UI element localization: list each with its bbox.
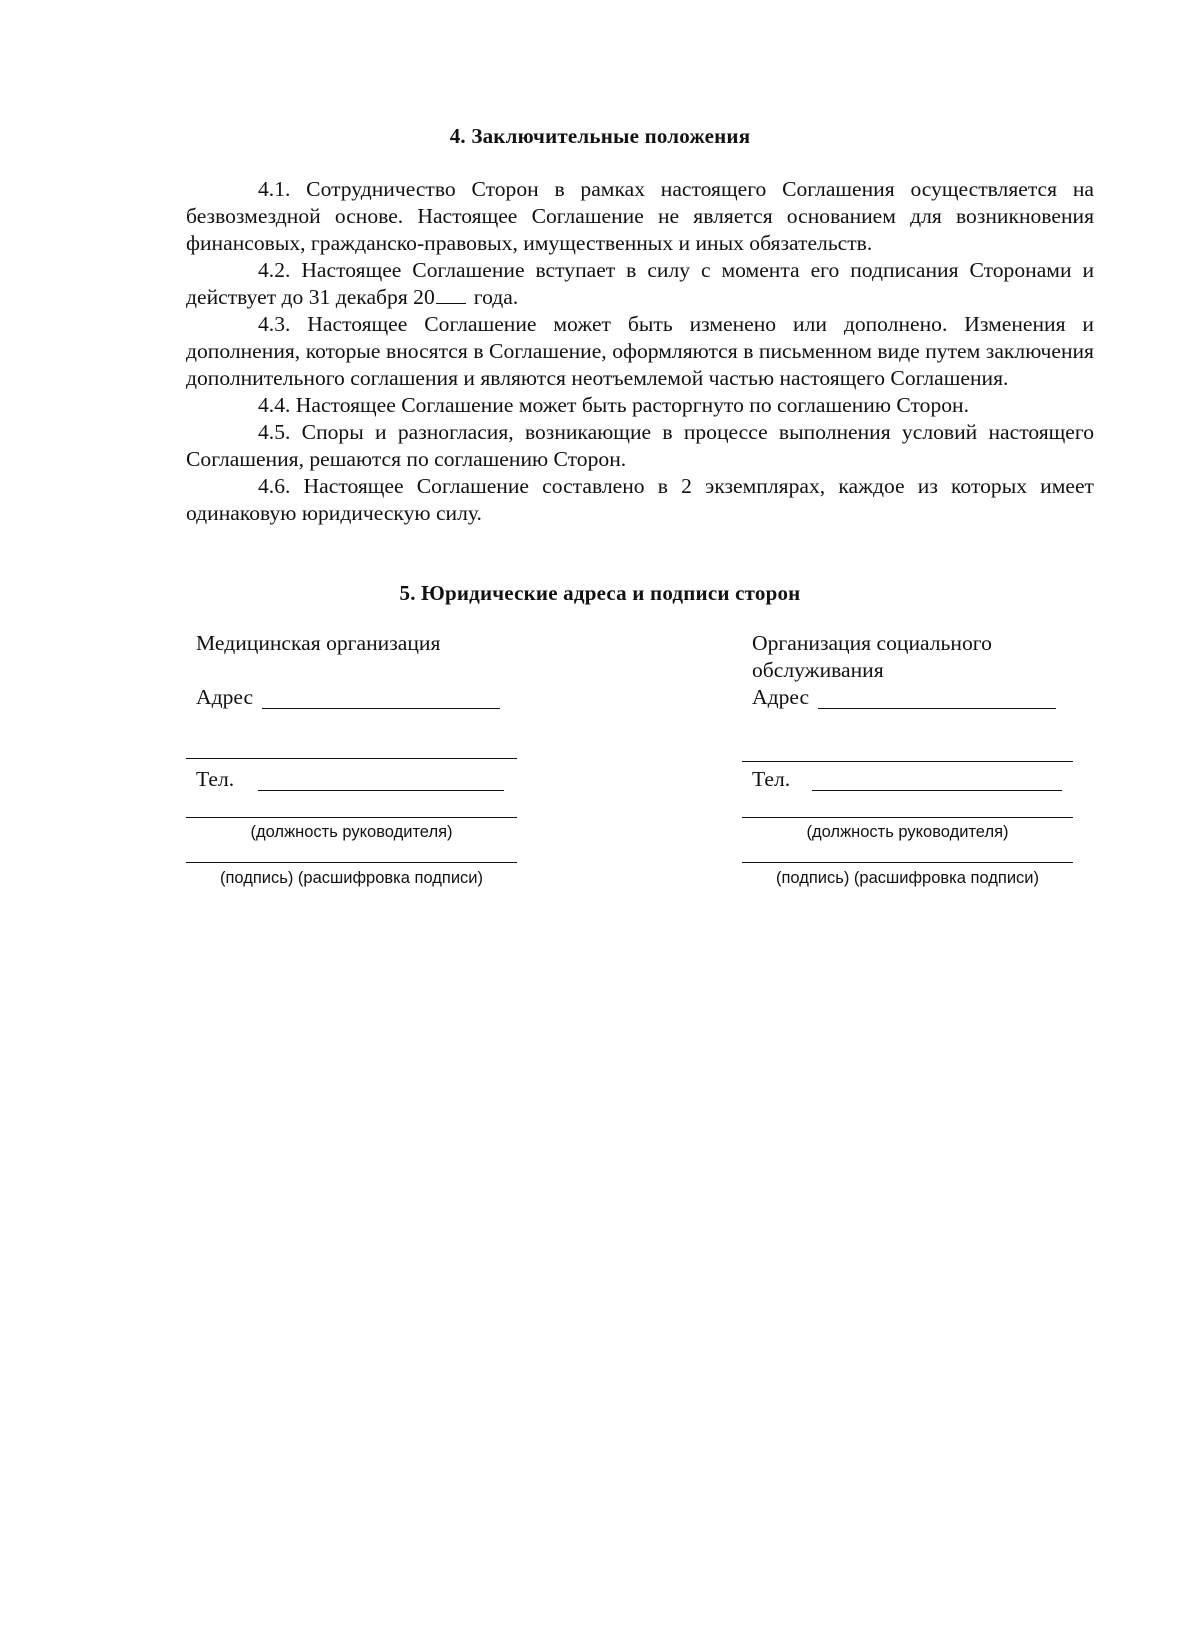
section-4-title: 4. Заключительные положения [449, 124, 751, 148]
paragraph-4-2-text: 4.2. Настоящее Соглашение вступает в силу с момента его подписания Сторонами и действует до 31 декабря 20 [186, 258, 1094, 309]
social-organization-label-line-1: Организация социального [752, 631, 992, 655]
section-4-body [186, 176, 1094, 527]
address-line [818, 708, 1056, 709]
year-blank-field [436, 287, 466, 304]
address-line [262, 708, 500, 709]
paragraph-4-6: 4.6. Настоящее Соглашение составлено в 2 экземплярах, каждое из которых имеет одинаковую юридическую силу. [186, 474, 1094, 525]
paragraph-4-4: 4.4. Настоящее Соглашение может быть расторгнуто по соглашению Сторон. [258, 393, 969, 417]
signature-line [186, 862, 517, 863]
position-caption: (должность руководителя) [250, 823, 453, 841]
position-caption: (должность руководителя) [806, 823, 1009, 841]
phone-label: Тел. [752, 767, 791, 791]
address-line-2 [186, 758, 517, 759]
phone-label: Тел. [196, 767, 235, 791]
address-label: Адрес [196, 685, 254, 709]
paragraph-4-1: 4.1. Сотрудничество Сторон в рамках настоящего Соглашения осуществляется на безвозмездной основе. Настоящее Соглашение не является основанием для возникновения финансовых, гражданско-правовых, имущественных и иных обязательств. [186, 177, 1094, 255]
phone-line [812, 790, 1062, 791]
section-5-title: 5. Юридические адреса и подписи сторон [399, 581, 801, 605]
paragraph-4-2 [186, 257, 1094, 311]
address-label: Адрес [752, 685, 810, 709]
social-organization-label-line-2: обслуживания [752, 658, 884, 682]
paragraph-4-2-ending: года. [473, 285, 519, 309]
position-line [742, 817, 1073, 818]
position-line [186, 817, 517, 818]
signature-line [742, 862, 1073, 863]
medical-organization-label: Медицинская организация [196, 631, 441, 655]
paragraph-4-3: 4.3. Настоящее Соглашение может быть изменено или дополнено. Изменения и дополнения, которые вносятся в Соглашение, оформляются в письменном виде путем заключения дополнительного соглашения и являются неотъемлемой частью настоящего Соглашения. [186, 312, 1094, 390]
address-line-2 [742, 761, 1073, 762]
paragraph-4-5: 4.5. Споры и разногласия, возникающие в процессе выполнения условий настоящего Соглашения, решаются по соглашению Сторон. [186, 420, 1094, 471]
signature-caption: (подпись) (расшифровка подписи) [775, 869, 1040, 887]
phone-line [258, 790, 504, 791]
signature-caption: (подпись) (расшифровка подписи) [219, 869, 484, 887]
